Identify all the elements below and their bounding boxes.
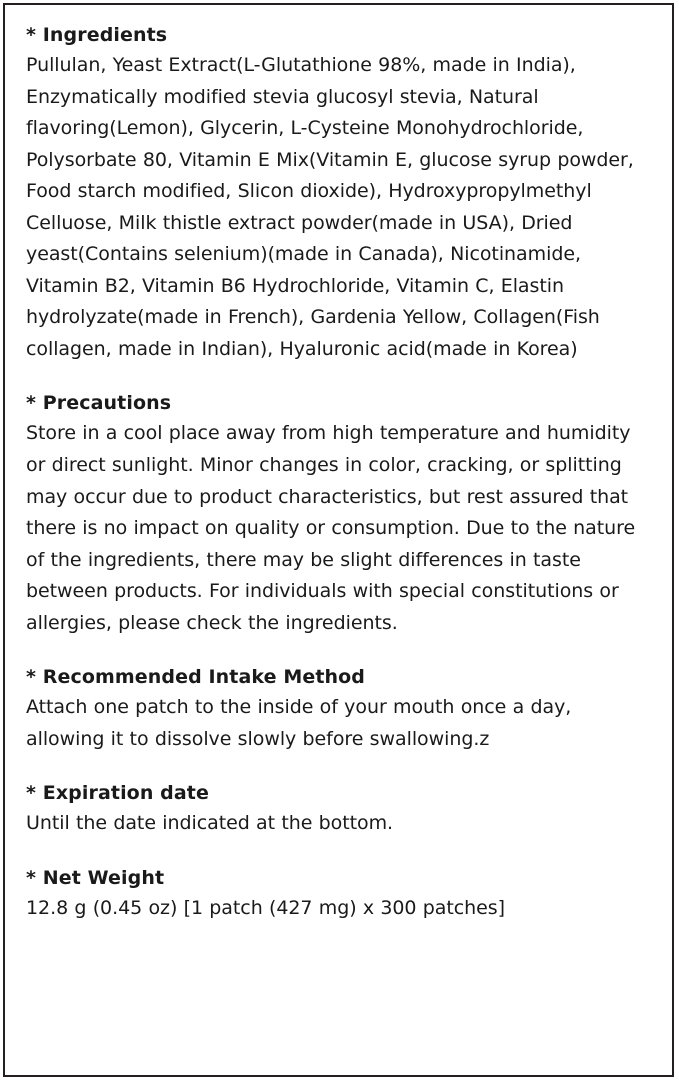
section-body-ingredients: Pullulan, Yeast Extract(L-Glutathione 98%, made in India), Enzymatically modified stevia glucosyl stevia, Natural flavoring(Lemon), Glycerin, L-Cysteine Monohydrochloride, Polysorbate 80, Vitamin E Mix(Vitamin E, glucose syrup powder, Food starch modified, Slicon dioxide), Hydroxypropylmethyl Celluose, Milk thistle extract powder(made in USA), Dried yeast(Contains selenium)(made in Canada), Nicotinamide, Vitamin B2, Vitamin B6 Hydrochloride, Vitamin C, Elastin hydrolyzate(made in French), Gardenia Yellow, Collagen(Fish collagen, made in Indian), Hyaluronic acid(made in Korea)	[26, 54, 634, 360]
section-body-recommended-intake-method: Attach one patch to the inside of your mouth once a day, allowing it to dissolve slowly before swallowing.z	[26, 696, 572, 750]
section-ingredients	[26, 23, 652, 365]
section-body-precautions: Store in a cool place away from high temperature and humidity or direct sunlight. Minor changes in color, cracking, or splitting may occur due to product characteristics, but rest assured that there is no impact on quality or consumption. Due to the nature of the ingredients, there may be slight differences in taste between products. For individuals with special constitutions or allergies, please check the ingredients.	[26, 422, 636, 634]
section-title-expiration-date: * Expiration date	[26, 782, 209, 805]
section-precautions	[26, 391, 652, 639]
product-label-panel	[3, 3, 674, 1077]
section-expiration-date	[26, 781, 652, 840]
label-content	[5, 5, 672, 935]
section-title-ingredients: * Ingredients	[26, 24, 168, 46]
section-title-precautions: * Precautions	[26, 392, 172, 415]
section-net-weight	[26, 866, 652, 925]
section-title-net-weight: * Net Weight	[26, 866, 165, 889]
section-body-net-weight: 12.8 g (0.45 oz) [1 patch (427 mg) x 300 patches]	[26, 897, 505, 920]
section-title-recommended-intake-method: * Recommended Intake Method	[26, 666, 365, 689]
section-recommended-intake-method	[26, 665, 652, 755]
section-body-expiration-date: Until the date indicated at the bottom.	[26, 812, 394, 835]
